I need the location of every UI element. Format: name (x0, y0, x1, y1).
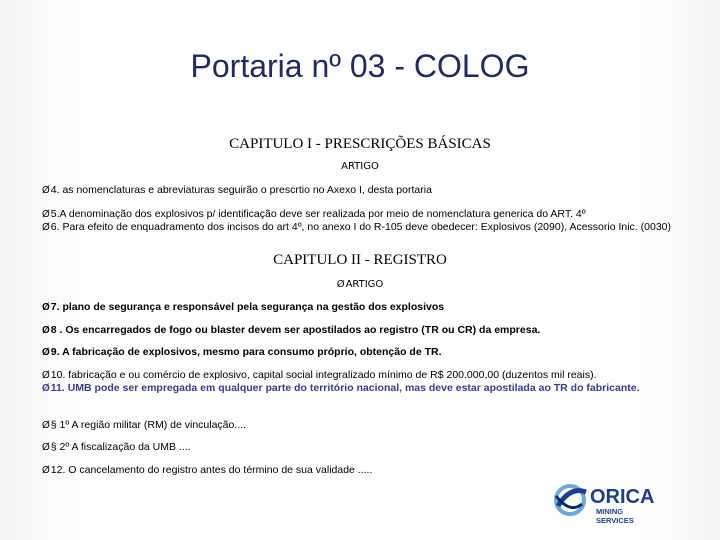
paragraph-10 (42, 369, 678, 382)
paragraph-12 (42, 464, 678, 477)
paragraph-9-text: 9. A fabricação de explosivos, mesmo para consumo próprio, obtenção de TR. (50, 346, 442, 358)
paragraph-9 (42, 346, 678, 359)
paragraph-8 (42, 324, 678, 337)
paragraph-5-text: 5.A denominação dos explosivos p/ identificação deve ser realizada por meio de nomenclatura generica do ART. 4º (50, 208, 586, 220)
slide-title: Portaria nº 03 - COLOG (190, 48, 530, 84)
logo-wordmark: ORICA (590, 486, 655, 508)
paragraph-par2-text: § 2º A fiscalização da UMB .... (50, 441, 191, 453)
bullet-arrow: Ø (42, 442, 50, 453)
bullet-arrow: Ø (42, 185, 50, 196)
bullet-arrow: Ø (42, 302, 50, 313)
paragraph-par1-text: § 1º A região militar (RM) de vinculação.... (50, 419, 247, 431)
bullet-arrow: Ø (42, 383, 50, 394)
orica-logo (552, 478, 672, 528)
bullet-arrow: Ø (42, 347, 50, 358)
bullet-arrow: Ø (42, 325, 50, 336)
paragraph-5 (42, 208, 678, 221)
logo-line1: MINING (596, 507, 624, 516)
paragraph-7-text: 7. plano de segurança e responsável pela segurança na gestão dos explosivos (50, 301, 445, 313)
orica-logo-graphic (552, 478, 672, 528)
bullet-arrow: Ø (42, 420, 50, 431)
chapter-1-artigo: ARTIGO (341, 161, 379, 172)
bullet-arrow: Ø (42, 465, 50, 476)
paragraph-4 (42, 184, 678, 197)
paragraph-par2 (42, 441, 678, 454)
paragraph-11-text: 11. UMB pode ser empregada em qualquer parte do território nacional, mas deve estar apostilada ao TR do fabricante. (50, 382, 640, 394)
paragraph-11 (42, 382, 678, 395)
chapter-2-heading: CAPITULO II - REGISTRO (273, 252, 447, 268)
paragraph-8-text: 8 . Os encarregados de fogo ou blaster devem ser apostilados ao registro (TR ou CR) da empresa. (50, 324, 541, 336)
paragraph-12-text: 12. O cancelamento do registro antes do término de sua validade ..... (50, 464, 373, 476)
chapter-2-artigo-label: ARTIGO (345, 279, 384, 290)
paragraph-7 (42, 301, 678, 314)
bullet-arrow: Ø (42, 370, 50, 381)
paragraph-10-text: 10. fabricação e ou comércio de explosivo, capital social integralizado mínimo de R$ 200.000,00 (duzentos mil reais). (50, 369, 597, 381)
logo-line2: SERVICES (596, 516, 634, 525)
chapter-2-artigo (42, 279, 678, 290)
bullet-arrow: Ø (42, 222, 50, 233)
paragraph-6 (42, 221, 678, 234)
bullet-arrow: Ø (42, 209, 50, 220)
paragraph-par1 (42, 419, 678, 432)
chapter-1-heading: CAPITULO I - PRESCRIÇÕES BÁSICAS (229, 136, 491, 152)
paragraph-4-text: 4. as nomenclaturas e abreviaturas seguirão o prescrtio no Axexo I, desta portaria (50, 184, 432, 196)
paragraph-6-text: 6. Para efeito de enquadramento dos incisos do art 4º, no anexo I do R-105 deve obedecer: Explosivos (2090), Acessorio Inic. (0030) (50, 221, 671, 233)
bullet-arrow: Ø (336, 279, 345, 290)
